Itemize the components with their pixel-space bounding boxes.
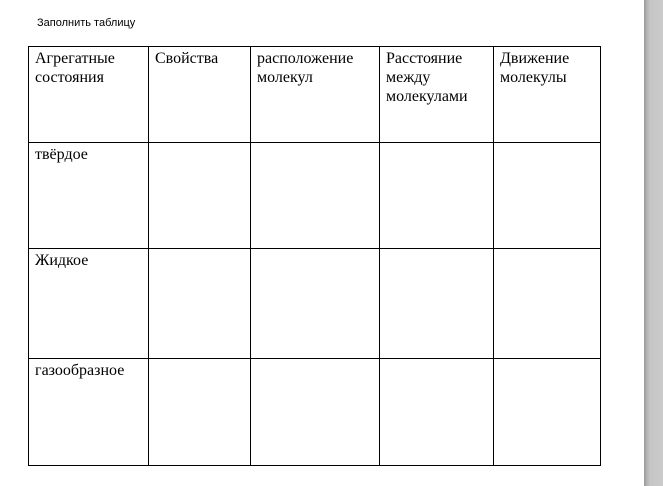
header-cell-properties: Свойства (149, 47, 251, 143)
header-cell-distance: Расстояние между молекулами (380, 47, 494, 143)
empty-cell[interactable] (380, 143, 494, 249)
table-row-gas (29, 359, 601, 466)
table-row-liquid (29, 249, 601, 359)
empty-cell[interactable] (494, 143, 601, 249)
empty-cell[interactable] (149, 249, 251, 359)
empty-cell[interactable] (251, 249, 380, 359)
empty-cell[interactable] (149, 359, 251, 466)
table-row-solid (29, 143, 601, 249)
table-header-row (29, 47, 601, 143)
header-cell-motion: Движение молекулы (494, 47, 601, 143)
empty-cell[interactable] (380, 249, 494, 359)
states-of-matter-table (28, 46, 601, 466)
header-cell-states: Агрегатные состояния (29, 47, 149, 143)
state-cell-liquid: Жидкое (29, 249, 149, 359)
header-cell-arrangement: расположение молекул (251, 47, 380, 143)
page-edge-shadow (644, 0, 663, 486)
empty-cell[interactable] (251, 359, 380, 466)
empty-cell[interactable] (494, 359, 601, 466)
state-cell-gas: газообразное (29, 359, 149, 466)
empty-cell[interactable] (494, 249, 601, 359)
state-cell-solid: твёрдое (29, 143, 149, 249)
empty-cell[interactable] (251, 143, 380, 249)
empty-cell[interactable] (149, 143, 251, 249)
instruction-text: Заполнить таблицу (37, 17, 136, 29)
empty-cell[interactable] (380, 359, 494, 466)
